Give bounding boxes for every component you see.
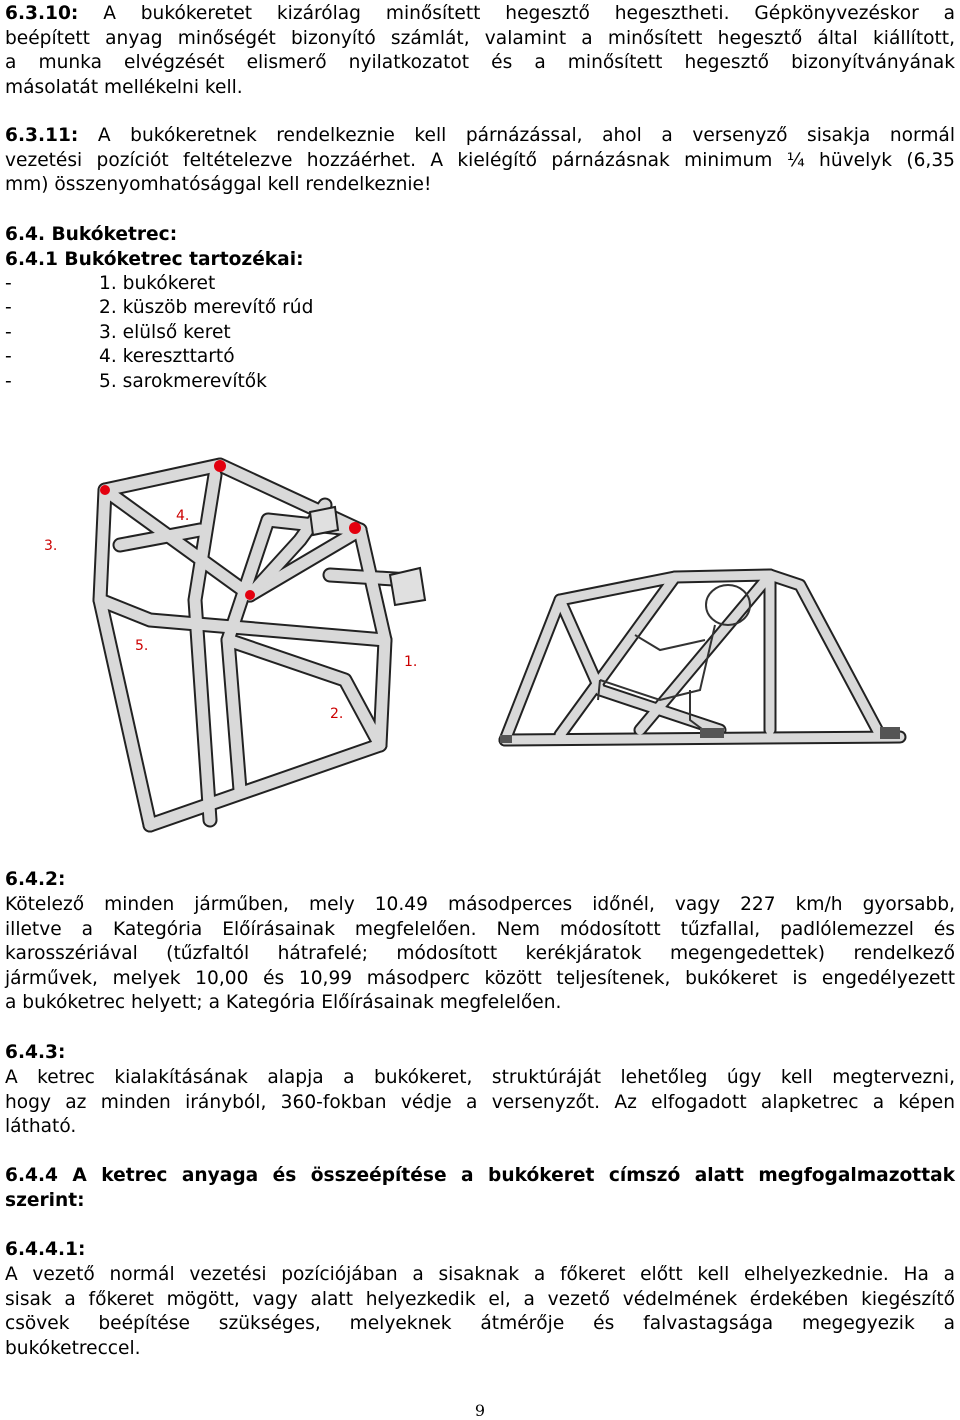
figure-label-3: 3. xyxy=(44,538,58,554)
section-text-line: A bukókeretnek rendelkeznie kell párnázással, ahol a versenyző sisakja normál xyxy=(97,125,955,146)
list-item: - 3. elülső keret xyxy=(5,321,231,343)
section-heading-line: 6.4.4 A ketrec anyaga és összeépítése a bukókeret címszó alatt megfogalmazottak xyxy=(5,1165,955,1186)
section-text-line: a munka elvégzését elismerő nyilatkozatot és a minősített hegesztő bizonyítványának xyxy=(5,52,955,74)
heading-6-4-1: 6.4.1 Bukóketrec tartozékai: xyxy=(5,249,304,270)
figure-label-1: 1. xyxy=(404,654,418,670)
figure-label-2: 2. xyxy=(330,706,344,722)
figure-label-4: 4. xyxy=(176,508,190,524)
section-6-4-3 xyxy=(5,1066,955,1140)
section-text-line: Kötelező minden járműben, mely 10.49 másodperces időnél, vagy 227 km/h gyorsabb, xyxy=(5,894,955,915)
section-text-line: karosszériával (tűzfaltól hátrafelé; módosított kerékjáratok megengedettek) rendelkező xyxy=(5,943,955,965)
section-text-line: járművek, melyek 10,00 és 10,99 másodperc között teljesítenek, bukókeret is engedélyezett xyxy=(5,967,955,989)
list-item: - 4. kereszttartó xyxy=(5,346,235,368)
list-item: - 1. bukókeret xyxy=(5,273,216,294)
section-text-line: bukóketreccel. xyxy=(5,1337,141,1359)
section-6-3-11 xyxy=(5,124,955,198)
section-text-line: csövek beépítése szükséges, melyeknek átmérője és falvastagsága megegyezik a xyxy=(5,1313,955,1335)
side-view-cage xyxy=(505,575,900,740)
section-number: 6.3.10: xyxy=(5,3,79,24)
roll-cage-figure xyxy=(0,435,960,855)
section-number: 6.3.11: xyxy=(5,125,79,146)
section-text-line: mm) összenyomhatósággal kell rendelkeznie! xyxy=(5,174,432,196)
section-6-3-10 xyxy=(5,2,955,100)
cage-parts-list xyxy=(5,272,313,394)
list-item: - 2. küszöb merevítő rúd xyxy=(5,297,314,319)
heading-6-4-2: 6.4.2: xyxy=(5,869,66,890)
section-6-4-2 xyxy=(5,893,955,1016)
section-text-line: másolatát mellékelni kell. xyxy=(5,76,243,98)
section-text-line: A ketrec kialakításának alapja a bukókeret, struktúráját lehetőleg úgy kell megtervezni, xyxy=(5,1067,955,1088)
section-text-line: a bukóketrec helyett; a Kategória Előírásainak megfelelően. xyxy=(5,992,562,1014)
section-text-line: vezetési pozíciót feltételezve hozzáérhet. A kielégítő párnázásnak minimum ¼ hüvelyk (6,35 xyxy=(5,149,955,171)
heading-6-4-4-1: 6.4.4.1: xyxy=(5,1239,86,1260)
section-text-line: A bukókeretet kizárólag minősített hegesztő hegesztheti. Gépkönyvezéskor a xyxy=(103,3,955,24)
section-text-line: illetve a Kategória Előírásainak megfelelően. Nem módosított tűzfallal, padlólemezzel és xyxy=(5,918,955,940)
page-number: 9 xyxy=(474,1401,486,1420)
section-text-line: sisak a főkeret mögött, vagy alatt helyezkedik el, a vezető védelmének érdekében kiegészítő xyxy=(5,1288,955,1310)
section-text-line: A vezető normál vezetési pozíciójában a sisaknak a főkeret előtt kell elhelyezkednie. Ha a xyxy=(5,1264,955,1285)
section-heading-line: szerint: xyxy=(5,1189,85,1211)
heading-6-4-3: 6.4.3: xyxy=(5,1042,66,1063)
section-text-line: hogy az minden irányból, 360-fokban védje a versenyzőt. Az elfogadott alapketrec a képen xyxy=(5,1091,955,1113)
section-text-line: beépített anyag minőségét bizonyító számlát, valamint a minősített hegesztő által kiállított, xyxy=(5,27,955,49)
heading-6-4: 6.4. Bukóketrec: xyxy=(5,224,178,245)
section-6-4-4-1 xyxy=(5,1263,955,1361)
section-text-line: látható. xyxy=(5,1116,77,1138)
list-item: - 5. sarokmerevítők xyxy=(5,370,267,392)
figure-label-5: 5. xyxy=(135,638,149,654)
section-6-4-4 xyxy=(5,1164,955,1213)
